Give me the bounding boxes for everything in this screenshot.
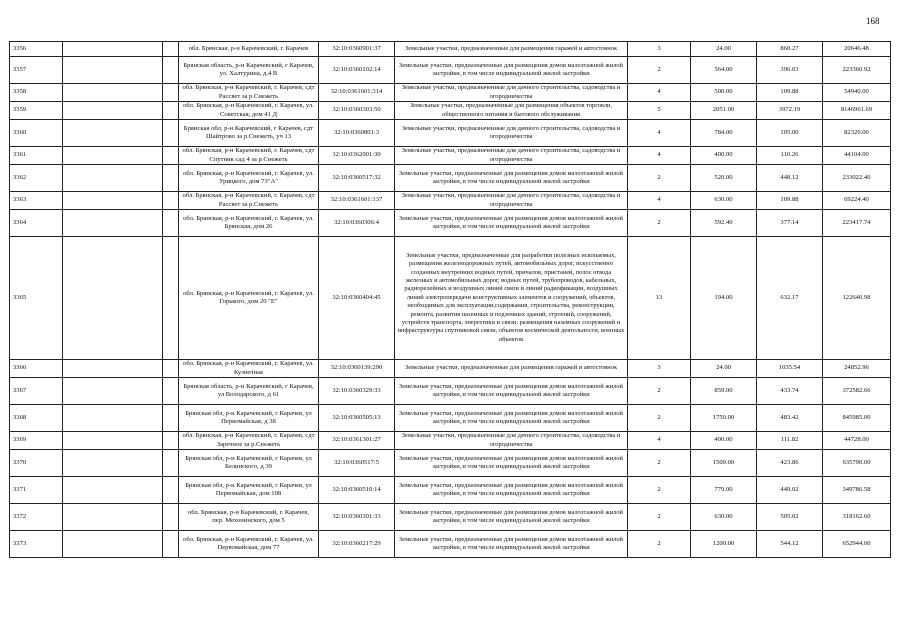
cadastral-value-cell: 82320.00 (823, 120, 891, 147)
area-cell: 400.00 (691, 432, 757, 450)
empty-cell (163, 450, 179, 477)
empty-cell (63, 360, 163, 378)
empty-cell (163, 165, 179, 192)
area-cell: 779.00 (691, 477, 757, 504)
table-row (10, 504, 891, 531)
table-row (10, 210, 891, 237)
address-cell: обл. Брянская, р-н Карачевский, г. Карачев, сдт Рассвет за р.Снежеть (179, 84, 319, 102)
cadastral-number-cell: 32:10:0360303:50 (319, 102, 395, 120)
group-cell: 4 (628, 432, 691, 450)
cadastral-value-cell: 44104.00 (823, 147, 891, 165)
land-purpose-cell: Земельные участки, предназначенные для размещения домов малоэтажной жилой застройки, в том числе индивидуальной жилой застройки (395, 57, 628, 84)
land-purpose-cell: Земельные участки, предназначенные для размещения домов малоэтажной жилой застройки, в том числе индивидуальной жилой застройки (395, 504, 628, 531)
land-purpose-cell: Земельные участки, предназначенные для размещения домов малоэтажной жилой застройки, в том числе индивидуальной жилой застройки (395, 405, 628, 432)
land-purpose-cell: Земельные участки, предназначенные для размещения гаражей и автостоянок (395, 42, 628, 57)
cadastral-number-cell: 32:10:0361301:27 (319, 432, 395, 450)
empty-cell (163, 210, 179, 237)
address-cell: Брянская обл, р-н Карачевский, г Карачев, ул Белинского, д 39 (179, 450, 319, 477)
empty-cell (63, 504, 163, 531)
cadastral-value-cell: 20646.48 (823, 42, 891, 57)
table-row (10, 237, 891, 360)
group-cell: 3 (628, 360, 691, 378)
area-cell: 2051.00 (691, 102, 757, 120)
specific-value-cell: 860.27 (757, 42, 823, 57)
empty-cell (63, 165, 163, 192)
table-row (10, 192, 891, 210)
empty-cell (163, 102, 179, 120)
empty-cell (163, 504, 179, 531)
row-number: 3365 (10, 237, 63, 360)
cadastral-number-cell: 32:10:0360517:5 (319, 450, 395, 477)
row-number: 3359 (10, 102, 63, 120)
empty-cell (163, 57, 179, 84)
specific-value-cell: 1035.54 (757, 360, 823, 378)
empty-cell (63, 405, 163, 432)
table-row (10, 84, 891, 102)
cadastral-value-cell: 54940.00 (823, 84, 891, 102)
row-number: 3361 (10, 147, 63, 165)
empty-cell (163, 531, 179, 558)
cadastral-number-cell: 32:10:0360306:4 (319, 210, 395, 237)
table-row (10, 147, 891, 165)
empty-cell (163, 147, 179, 165)
cadastral-number-cell: 32:10:0360102:14 (319, 57, 395, 84)
group-cell: 2 (628, 165, 691, 192)
land-purpose-cell: Земельные участки, предназначенные для размещения домов малоэтажной жилой застройки, в том числе индивидуальной жилой застройки (395, 531, 628, 558)
cadastral-value-cell: 44728.00 (823, 432, 891, 450)
area-cell: 24.00 (691, 360, 757, 378)
area-cell: 564.00 (691, 57, 757, 84)
cadastral-value-cell: 24852.96 (823, 360, 891, 378)
specific-value-cell: 109.88 (757, 192, 823, 210)
land-purpose-cell: Земельные участки, предназначенные для размещения объектов торговли, общественного питания и бытового обслуживания (395, 102, 628, 120)
cadastral-value-cell: 318162.60 (823, 504, 891, 531)
empty-cell (63, 450, 163, 477)
empty-cell (63, 57, 163, 84)
specific-value-cell: 448.12 (757, 165, 823, 192)
group-cell: 3 (628, 42, 691, 57)
empty-cell (63, 120, 163, 147)
cadastral-number-cell: 32:10:0360217:29 (319, 531, 395, 558)
cadastral-value-cell: 349786.58 (823, 477, 891, 504)
row-number: 3357 (10, 57, 63, 84)
specific-value-cell: 632.17 (757, 237, 823, 360)
empty-cell (63, 237, 163, 360)
address-cell: обл. Брянская, р-н Карачевский, г. Карачев, ул. Кузнечная (179, 360, 319, 378)
cadastral-value-cell: 233022.40 (823, 165, 891, 192)
empty-cell (163, 405, 179, 432)
empty-cell (63, 147, 163, 165)
empty-cell (163, 477, 179, 504)
row-number: 3360 (10, 120, 63, 147)
area-cell: 400.00 (691, 147, 757, 165)
empty-cell (163, 360, 179, 378)
page-number: 168 (866, 16, 880, 26)
group-cell: 2 (628, 405, 691, 432)
cadastral-value-table (9, 41, 891, 558)
empty-cell (63, 378, 163, 405)
empty-cell (63, 432, 163, 450)
empty-cell (63, 102, 163, 120)
row-number: 3366 (10, 360, 63, 378)
specific-value-cell: 449.02 (757, 477, 823, 504)
cadastral-number-cell: 32:10:0360901:37 (319, 42, 395, 57)
address-cell: обл. Брянская, р-н Карачевский, г. Карачев, ул. Урицкого, дом 73"А" (179, 165, 319, 192)
address-cell: обл. Брянская, р-н Карачевский, г. Карачев, сдт Спутник сад 4 за р.Снежеть (179, 147, 319, 165)
table-row (10, 378, 891, 405)
specific-value-cell: 3972.19 (757, 102, 823, 120)
row-number: 3362 (10, 165, 63, 192)
table-row (10, 42, 891, 57)
specific-value-cell: 396.03 (757, 57, 823, 84)
area-cell: 1750.00 (691, 405, 757, 432)
row-number: 3364 (10, 210, 63, 237)
table-row (10, 432, 891, 450)
land-purpose-cell: Земельные участки, предназначенные для размещения домов малоэтажной жилой застройки, в том числе индивидуальной жилой застройки (395, 378, 628, 405)
row-number: 3371 (10, 477, 63, 504)
row-number: 3370 (10, 450, 63, 477)
group-cell: 2 (628, 57, 691, 84)
area-cell: 859.00 (691, 378, 757, 405)
empty-cell (163, 432, 179, 450)
specific-value-cell: 377.14 (757, 210, 823, 237)
land-purpose-cell: Земельные участки, предназначенные для дачного строительства, садоводства и огородничества (395, 120, 628, 147)
empty-cell (163, 192, 179, 210)
address-cell: Брянская обл, р-н Карачевский, г Карачев, сдт Шайтрово за р.Снежеть, уч 13 (179, 120, 319, 147)
cadastral-value-cell: 652944.00 (823, 531, 891, 558)
row-number: 3367 (10, 378, 63, 405)
land-purpose-cell: Земельные участки, предназначенные для размещения домов малоэтажной жилой застройки, в том числе индивидуальной жилой застройки (395, 165, 628, 192)
specific-value-cell: 544.12 (757, 531, 823, 558)
table-row (10, 531, 891, 558)
address-cell: Брянская область, р-н Карачевский, г Карачев, ул. Халтурина, д.4 В (179, 57, 319, 84)
area-cell: 1200.00 (691, 531, 757, 558)
land-purpose-cell: Земельные участки, предназначенные для дачного строительства, садоводства и огородничества (395, 192, 628, 210)
land-purpose-cell: Земельные участки, предназначенные для дачного строительства, садоводства и огородничества (395, 84, 628, 102)
specific-value-cell: 111.82 (757, 432, 823, 450)
table-row (10, 477, 891, 504)
land-purpose-cell: Земельные участки, предназначенные для размещения домов малоэтажной жилой застройки, в том числе индивидуальной жилой застройки (395, 450, 628, 477)
specific-value-cell: 505.02 (757, 504, 823, 531)
area-cell: 784.00 (691, 120, 757, 147)
address-cell: обл. Брянская, р-н Карачевский, г. Карачев, пер. Мехонинского, дом 5 (179, 504, 319, 531)
empty-cell (63, 531, 163, 558)
empty-cell (63, 477, 163, 504)
row-number: 3373 (10, 531, 63, 558)
row-number: 3368 (10, 405, 63, 432)
cadastral-number-cell: 32:10:0360301:33 (319, 504, 395, 531)
cadastral-number-cell: 32:10:0360801:3 (319, 120, 395, 147)
address-cell: обл. Брянская, р-н Карачевский, г. Карачев, ул. Брянская, дом 26 (179, 210, 319, 237)
area-cell: 24.00 (691, 42, 757, 57)
group-cell: 2 (628, 477, 691, 504)
area-cell: 520.00 (691, 165, 757, 192)
cadastral-number-cell: 32:10:0360505:13 (319, 405, 395, 432)
empty-cell (163, 120, 179, 147)
group-cell: 2 (628, 210, 691, 237)
address-cell: обл. Брянская, р-н Карачевский, г. Карачев, сдт Заречное за р.Снежеть (179, 432, 319, 450)
cadastral-value-cell: 122640.98 (823, 237, 891, 360)
land-purpose-cell: Земельные участки, предназначенные для дачного строительства, садоводства и огородничества (395, 147, 628, 165)
address-cell: обл. Брянская, р-н Карачевский, г. Карачев (179, 42, 319, 57)
table-row (10, 405, 891, 432)
table-row (10, 120, 891, 147)
area-cell: 630.00 (691, 504, 757, 531)
group-cell: 2 (628, 504, 691, 531)
empty-cell (63, 210, 163, 237)
table-row (10, 360, 891, 378)
empty-cell (163, 42, 179, 57)
empty-cell (63, 192, 163, 210)
row-number: 3356 (10, 42, 63, 57)
specific-value-cell: 105.00 (757, 120, 823, 147)
specific-value-cell: 110.26 (757, 147, 823, 165)
cadastral-number-cell: 32:10:0362001:30 (319, 147, 395, 165)
row-number: 3358 (10, 84, 63, 102)
empty-cell (63, 84, 163, 102)
land-purpose-cell: Земельные участки, предназначенные для разработки полезных ископаемых, размещения железнодорожных путей, автомобильных дорог, искусственно созданных внутренних водных путей, причалов, пристаней, полос отвода железных и автомобильных дорог, водных путей, трубопроводов, кабельных, радиорелейных и воздушных линий связи и линий радиофикации, воздушных линий электропередачи конструктивных элементов и сооружений, объектов, необходимых для эксплуатации,содержания, строительства, реконструкции, ремонта, развития наземных и подземных зданий, строений, сооружений, устройств транспорта, энергетики и связи; размещения наземных сооружений и инфраструктуры спутниковой связи, объектов космической деятельности, военных объектов (395, 237, 628, 360)
group-cell: 2 (628, 531, 691, 558)
cadastral-number-cell: 32:10:0361601:314 (319, 84, 395, 102)
table-row (10, 57, 891, 84)
area-cell: 500.00 (691, 84, 757, 102)
group-cell: 2 (628, 378, 691, 405)
cadastral-number-cell: 32:10:0360139:290 (319, 360, 395, 378)
group-cell: 4 (628, 192, 691, 210)
address-cell: обл. Брянская, р-н Карачевский, г. Карачев, сдт Рассвет за р.Снежеть (179, 192, 319, 210)
address-cell: Брянская обл, р-н Карачевский, г Карачев, ул Первомайская, д 38 (179, 405, 319, 432)
row-number: 3363 (10, 192, 63, 210)
group-cell: 5 (628, 102, 691, 120)
group-cell: 13 (628, 237, 691, 360)
cadastral-value-cell: 223417.74 (823, 210, 891, 237)
area-cell: 1500.00 (691, 450, 757, 477)
cadastral-value-cell: 69224.40 (823, 192, 891, 210)
group-cell: 4 (628, 84, 691, 102)
land-purpose-cell: Земельные участки, предназначенные для размещения домов малоэтажной жилой застройки, в том числе индивидуальной жилой застройки (395, 477, 628, 504)
area-cell: 592.40 (691, 210, 757, 237)
row-number: 3372 (10, 504, 63, 531)
specific-value-cell: 109.88 (757, 84, 823, 102)
specific-value-cell: 433.74 (757, 378, 823, 405)
cadastral-number-cell: 32:10:0360517:32 (319, 165, 395, 192)
specific-value-cell: 483.42 (757, 405, 823, 432)
empty-cell (163, 237, 179, 360)
cadastral-number-cell: 32:10:0360329:33 (319, 378, 395, 405)
table-row (10, 165, 891, 192)
land-purpose-cell: Земельные участки, предназначенные для дачного строительства, садоводства и огородничества (395, 432, 628, 450)
cadastral-number-cell: 32:10:0360404:45 (319, 237, 395, 360)
table-row (10, 450, 891, 477)
group-cell: 2 (628, 450, 691, 477)
row-number: 3369 (10, 432, 63, 450)
table-row (10, 102, 891, 120)
cadastral-value-cell: 223360.92 (823, 57, 891, 84)
area-cell: 630.00 (691, 192, 757, 210)
specific-value-cell: 423.86 (757, 450, 823, 477)
land-purpose-cell: Земельные участки, предназначенные для размещения гаражей и автостоянок (395, 360, 628, 378)
empty-cell (63, 42, 163, 57)
address-cell: обл. Брянская, р-н Карачевский, г. Карачев, ул. Советская, дом 41 Д (179, 102, 319, 120)
cadastral-value-cell: 845985.00 (823, 405, 891, 432)
address-cell: обл. Брянская, р-н Карачевский, г. Карачев, ул. Горького, дом 20 "Е" (179, 237, 319, 360)
land-purpose-cell: Земельные участки, предназначенные для размещения домов малоэтажной жилой застройки, в том числе индивидуальной жилой застройки (395, 210, 628, 237)
area-cell: 194.00 (691, 237, 757, 360)
cadastral-value-cell: 372582.66 (823, 378, 891, 405)
group-cell: 4 (628, 120, 691, 147)
cadastral-value-cell: 635790.00 (823, 450, 891, 477)
cadastral-number-cell: 32:10:0361601:137 (319, 192, 395, 210)
address-cell: Брянская область, р-н Карачевский, г Карачев, ул Володарского, д 61 (179, 378, 319, 405)
address-cell: обл. Брянская, р-н Карачевский, г. Карачев, ул. Первомайская, дом 77 (179, 531, 319, 558)
empty-cell (163, 84, 179, 102)
cadastral-number-cell: 32:10:0360510:14 (319, 477, 395, 504)
cadastral-value-cell: 8146961.69 (823, 102, 891, 120)
group-cell: 4 (628, 147, 691, 165)
address-cell: Брянская обл, р-н Карачевский, г Карачев, ул Первомайская, дом 108 (179, 477, 319, 504)
empty-cell (163, 378, 179, 405)
